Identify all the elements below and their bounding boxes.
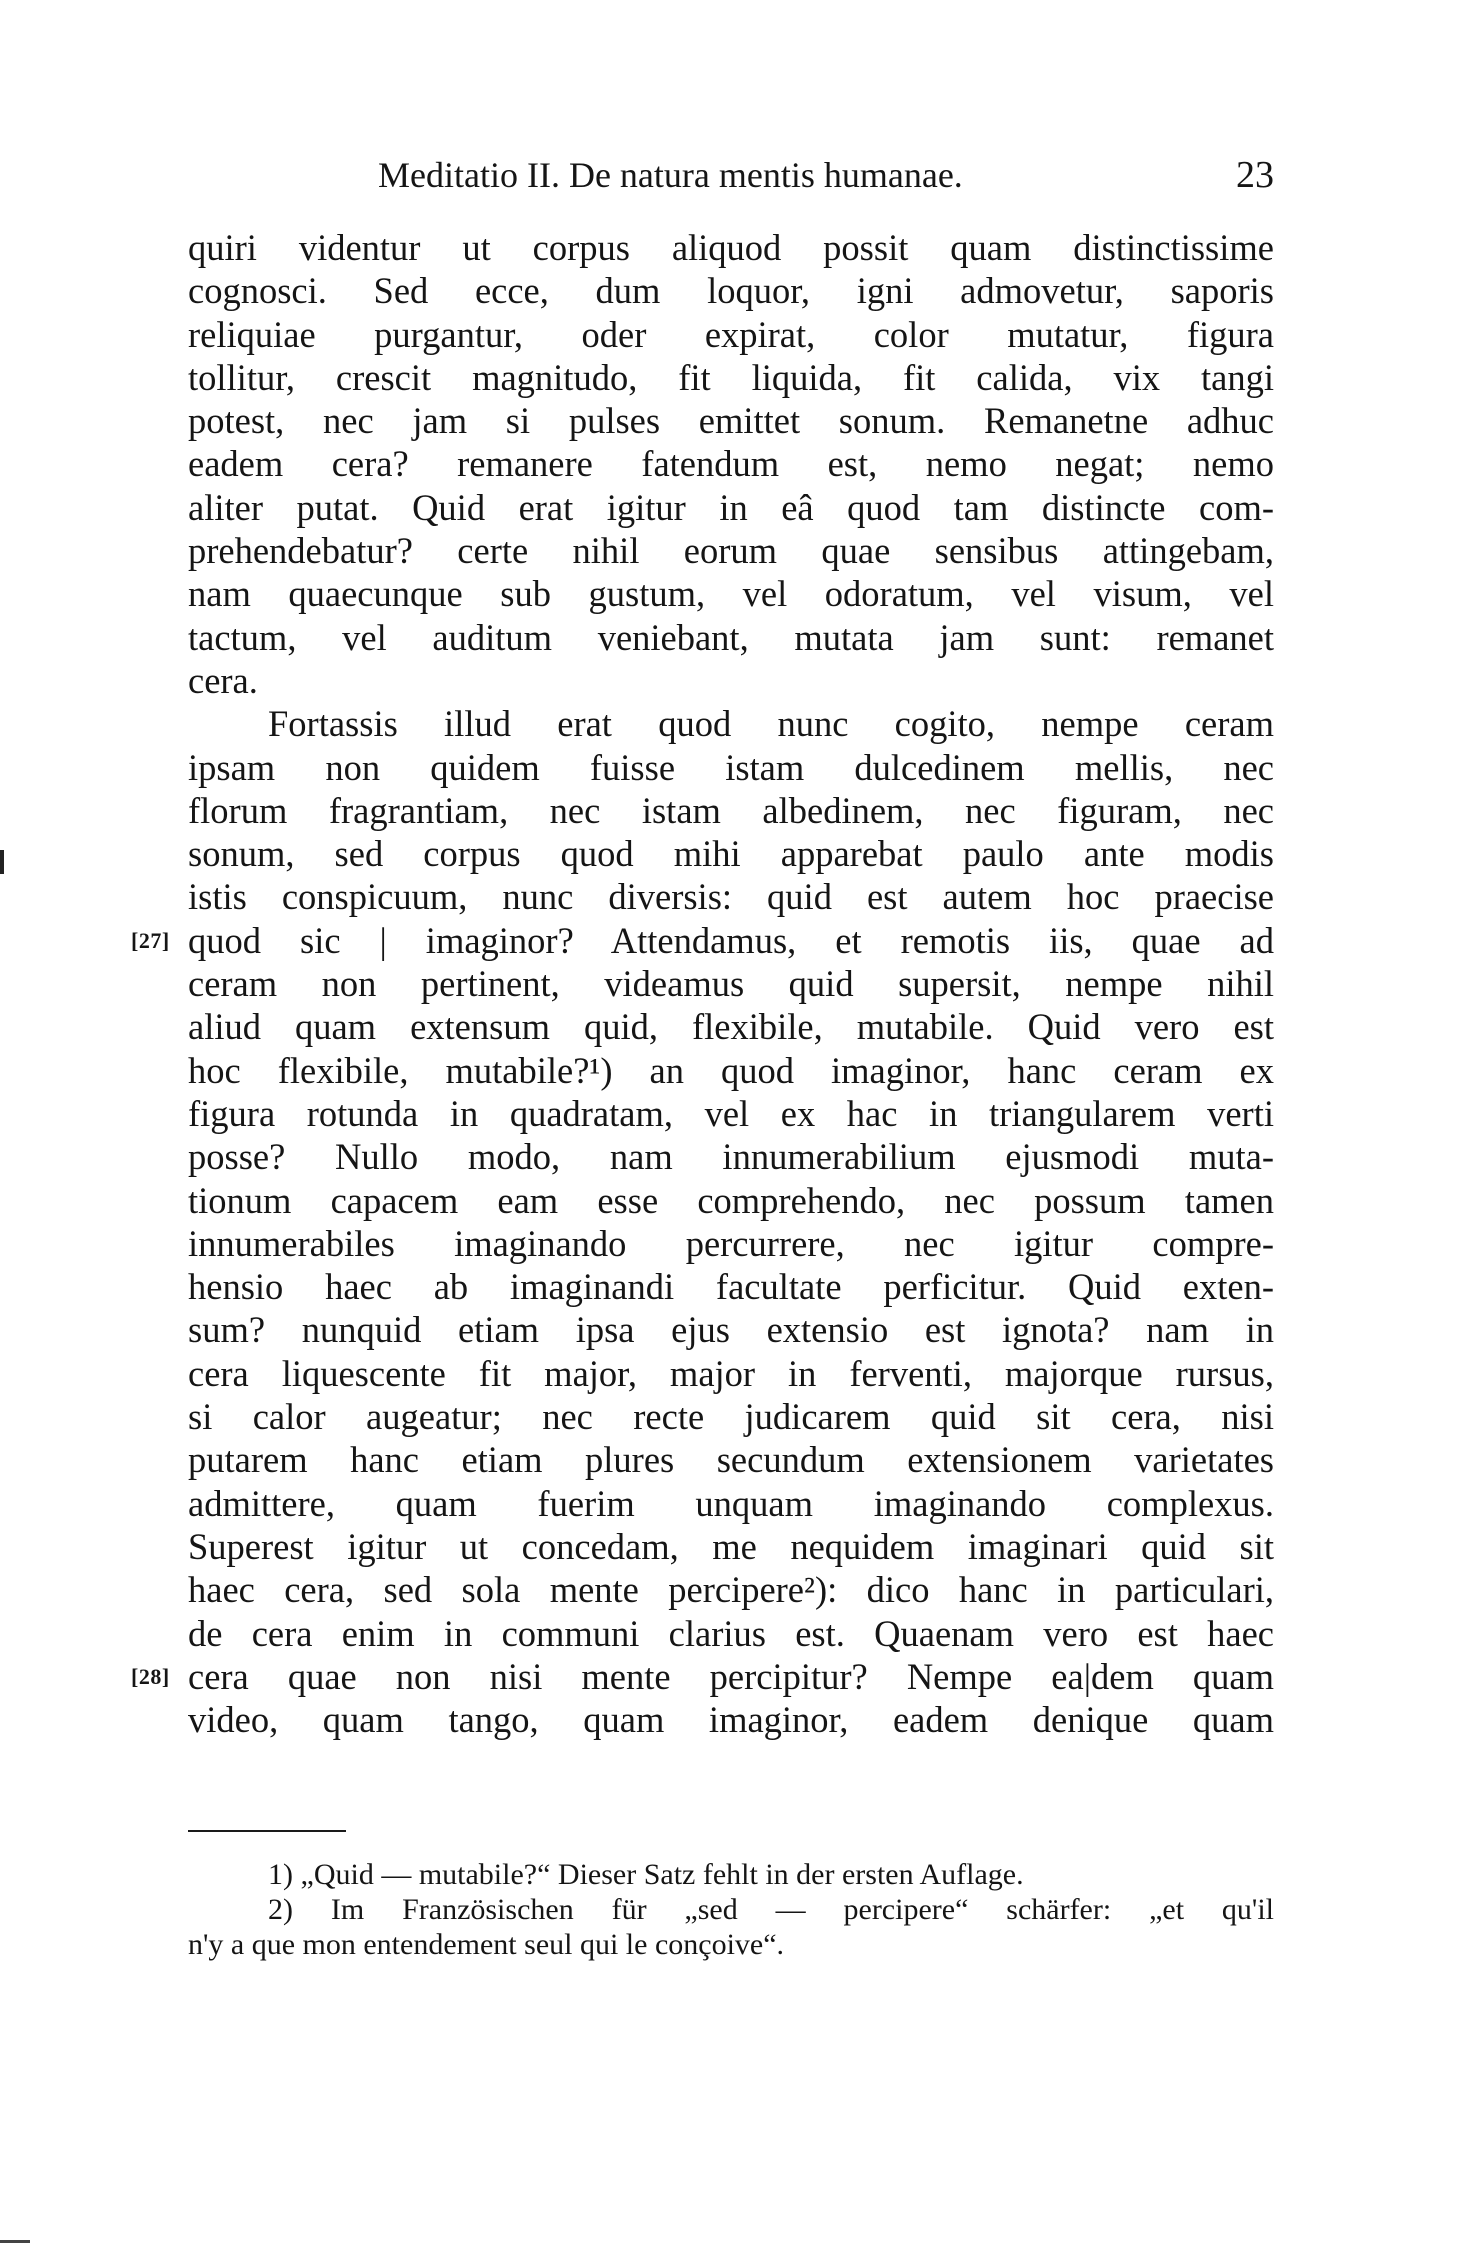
text-line: [188, 1308, 1274, 1351]
line-text: eadem cera? remanere fatendum est, nemo negat; nemo: [188, 443, 1274, 485]
line-text: si calor augeatur; nec recte judicarem quid sit cera, nisi: [188, 1396, 1274, 1438]
text-line: [188, 1005, 1274, 1048]
text-line: [131, 1655, 1274, 1698]
line-text: de cera enim in communi clarius est. Quaenam vero est haec: [188, 1612, 1274, 1654]
page-number: 23: [1236, 154, 1274, 196]
text-line: [188, 1698, 1274, 1741]
scan-artifact: [0, 2240, 30, 2243]
footnote-text: n'y a que mon entendement seul qui le conçoive“.: [188, 1928, 785, 1961]
text-line: [188, 1395, 1274, 1438]
footnote-line: [188, 1892, 1274, 1927]
line-text: quiri videntur ut corpus aliquod possit quam distinctissime: [188, 227, 1274, 268]
text-line: [188, 399, 1274, 442]
text-line: [188, 789, 1274, 832]
line-text: posse? Nullo modo, nam innumerabilium ejusmodi muta-: [188, 1136, 1274, 1178]
line-text: cera liquescente fit major, major in ferventi, majorque rursus,: [188, 1352, 1274, 1394]
line-text: tollitur, crescit magnitudo, fit liquida, fit calida, vix tangi: [188, 356, 1274, 398]
text-line: [188, 529, 1274, 572]
line-text: florum fragrantiam, nec istam albedinem, nec figuram, nec: [188, 789, 1274, 831]
line-text: video, quam tango, quam imaginor, eadem denique quam: [188, 1699, 1274, 1741]
line-text: aliud quam extensum quid, flexibile, mutabile. Quid vero est: [188, 1006, 1274, 1048]
line-text: tactum, vel auditum veniebant, mutata jam sunt: remanet: [188, 616, 1274, 658]
line-text: figura rotunda in quadratam, vel ex hac in triangularem verti: [188, 1092, 1274, 1134]
line-text: sonum, sed corpus quod mihi apparebat paulo ante modis: [188, 833, 1274, 875]
line-text: hensio haec ab imaginandi facultate perficitur. Quid exten-: [188, 1266, 1274, 1308]
line-text: admittere, quam fuerim unquam imaginando complexus.: [188, 1482, 1274, 1524]
text-line: [188, 962, 1274, 1005]
line-text: putarem hanc etiam plures secundum extensionem varietates: [188, 1439, 1274, 1481]
line-text: ipsam non quidem fuisse istam dulcedinem mellis, nec: [188, 746, 1274, 788]
text-line: [188, 746, 1274, 789]
footnote-text: „Quid — mutabile?“ Dieser Satz fehlt in der ersten Auflage.: [300, 1858, 1024, 1891]
text-line: [188, 1438, 1274, 1481]
text-line: [188, 1352, 1274, 1395]
text-line: [188, 1135, 1274, 1178]
footnote-text: Im Französischen für „sed — percipere“ schärfer: „et qu'il: [330, 1893, 1274, 1926]
text-line: [131, 919, 1274, 962]
text-line: [188, 832, 1274, 875]
line-text: reliquiae purgantur, oder expirat, color mutatur, figura: [188, 313, 1274, 355]
line-text: cognosci. Sed ecce, dum loquor, igni admovetur, saporis: [188, 270, 1274, 312]
text-line: [188, 486, 1274, 529]
text-line: [188, 1568, 1274, 1611]
text-line: [188, 356, 1274, 399]
line-text: cera quae non nisi mente percipitur? Nempe ea|dem quam: [188, 1655, 1274, 1697]
line-text: haec cera, sed sola mente percipere²): dico hanc in particulari,: [188, 1569, 1274, 1611]
footnote-marker: 2): [268, 1893, 331, 1926]
margin-page-ref: [28]: [131, 1663, 170, 1689]
text-line: [188, 1482, 1274, 1525]
text-line: [188, 572, 1274, 615]
text-line: [188, 1049, 1274, 1092]
line-text: ceram non pertinent, videamus quid supersit, nempe nihil: [188, 963, 1274, 1005]
page-header: [378, 150, 1278, 200]
text-line: [188, 875, 1274, 918]
text-line: [188, 1222, 1274, 1265]
line-text: istis conspicuum, nunc diversis: quid est autem hoc praecise: [188, 876, 1274, 918]
line-text: aliter putat. Quid erat igitur in eâ quod tam distincte com-: [188, 486, 1274, 528]
text-line: [188, 442, 1274, 485]
line-text: quod sic | imaginor? Attendamus, et remotis iis, quae ad: [188, 919, 1274, 961]
margin-page-ref: [27]: [131, 927, 170, 953]
text-line: [188, 1265, 1274, 1308]
text-line: [188, 1525, 1274, 1568]
line-text: prehendebatur? certe nihil eorum quae sensibus attingebam,: [188, 530, 1274, 572]
text-line: [188, 616, 1274, 659]
line-text: Fortassis illud erat quod nunc cogito, nempe ceram: [268, 703, 1274, 745]
footnote-rule: [188, 1830, 346, 1832]
text-line: [188, 1612, 1274, 1655]
line-text: nam quaecunque sub gustum, vel odoratum, vel visum, vel: [188, 573, 1274, 615]
line-text: cera.: [188, 659, 258, 701]
line-text: tionum capacem eam esse comprehendo, nec possum tamen: [188, 1179, 1274, 1221]
line-text: sum? nunquid etiam ipsa ejus extensio est ignota? nam in: [188, 1309, 1274, 1351]
scan-artifact: [0, 850, 4, 874]
footnote-line: [188, 1857, 1274, 1892]
line-text: Superest igitur ut concedam, me nequidem imaginari quid sit: [188, 1525, 1274, 1567]
line-text: innumerabiles imaginando percurrere, nec igitur compre-: [188, 1222, 1274, 1264]
body-text: [131, 226, 1274, 1741]
text-line: [188, 659, 1274, 702]
footnotes: [188, 1857, 1274, 1962]
text-line: [188, 702, 1274, 745]
running-title: Meditatio II. De natura mentis humanae.: [378, 155, 963, 195]
line-text: potest, nec jam si pulses emittet sonum. Remanetne adhuc: [188, 400, 1274, 442]
text-line: [188, 269, 1274, 312]
text-line: [188, 313, 1274, 356]
text-line: [188, 1092, 1274, 1135]
text-line: [188, 226, 1274, 269]
footnote-marker: 1): [268, 1858, 301, 1891]
text-line: [188, 1179, 1274, 1222]
footnote-line: [188, 1927, 1274, 1962]
line-text: hoc flexibile, mutabile?¹) an quod imaginor, hanc ceram ex: [188, 1049, 1274, 1091]
